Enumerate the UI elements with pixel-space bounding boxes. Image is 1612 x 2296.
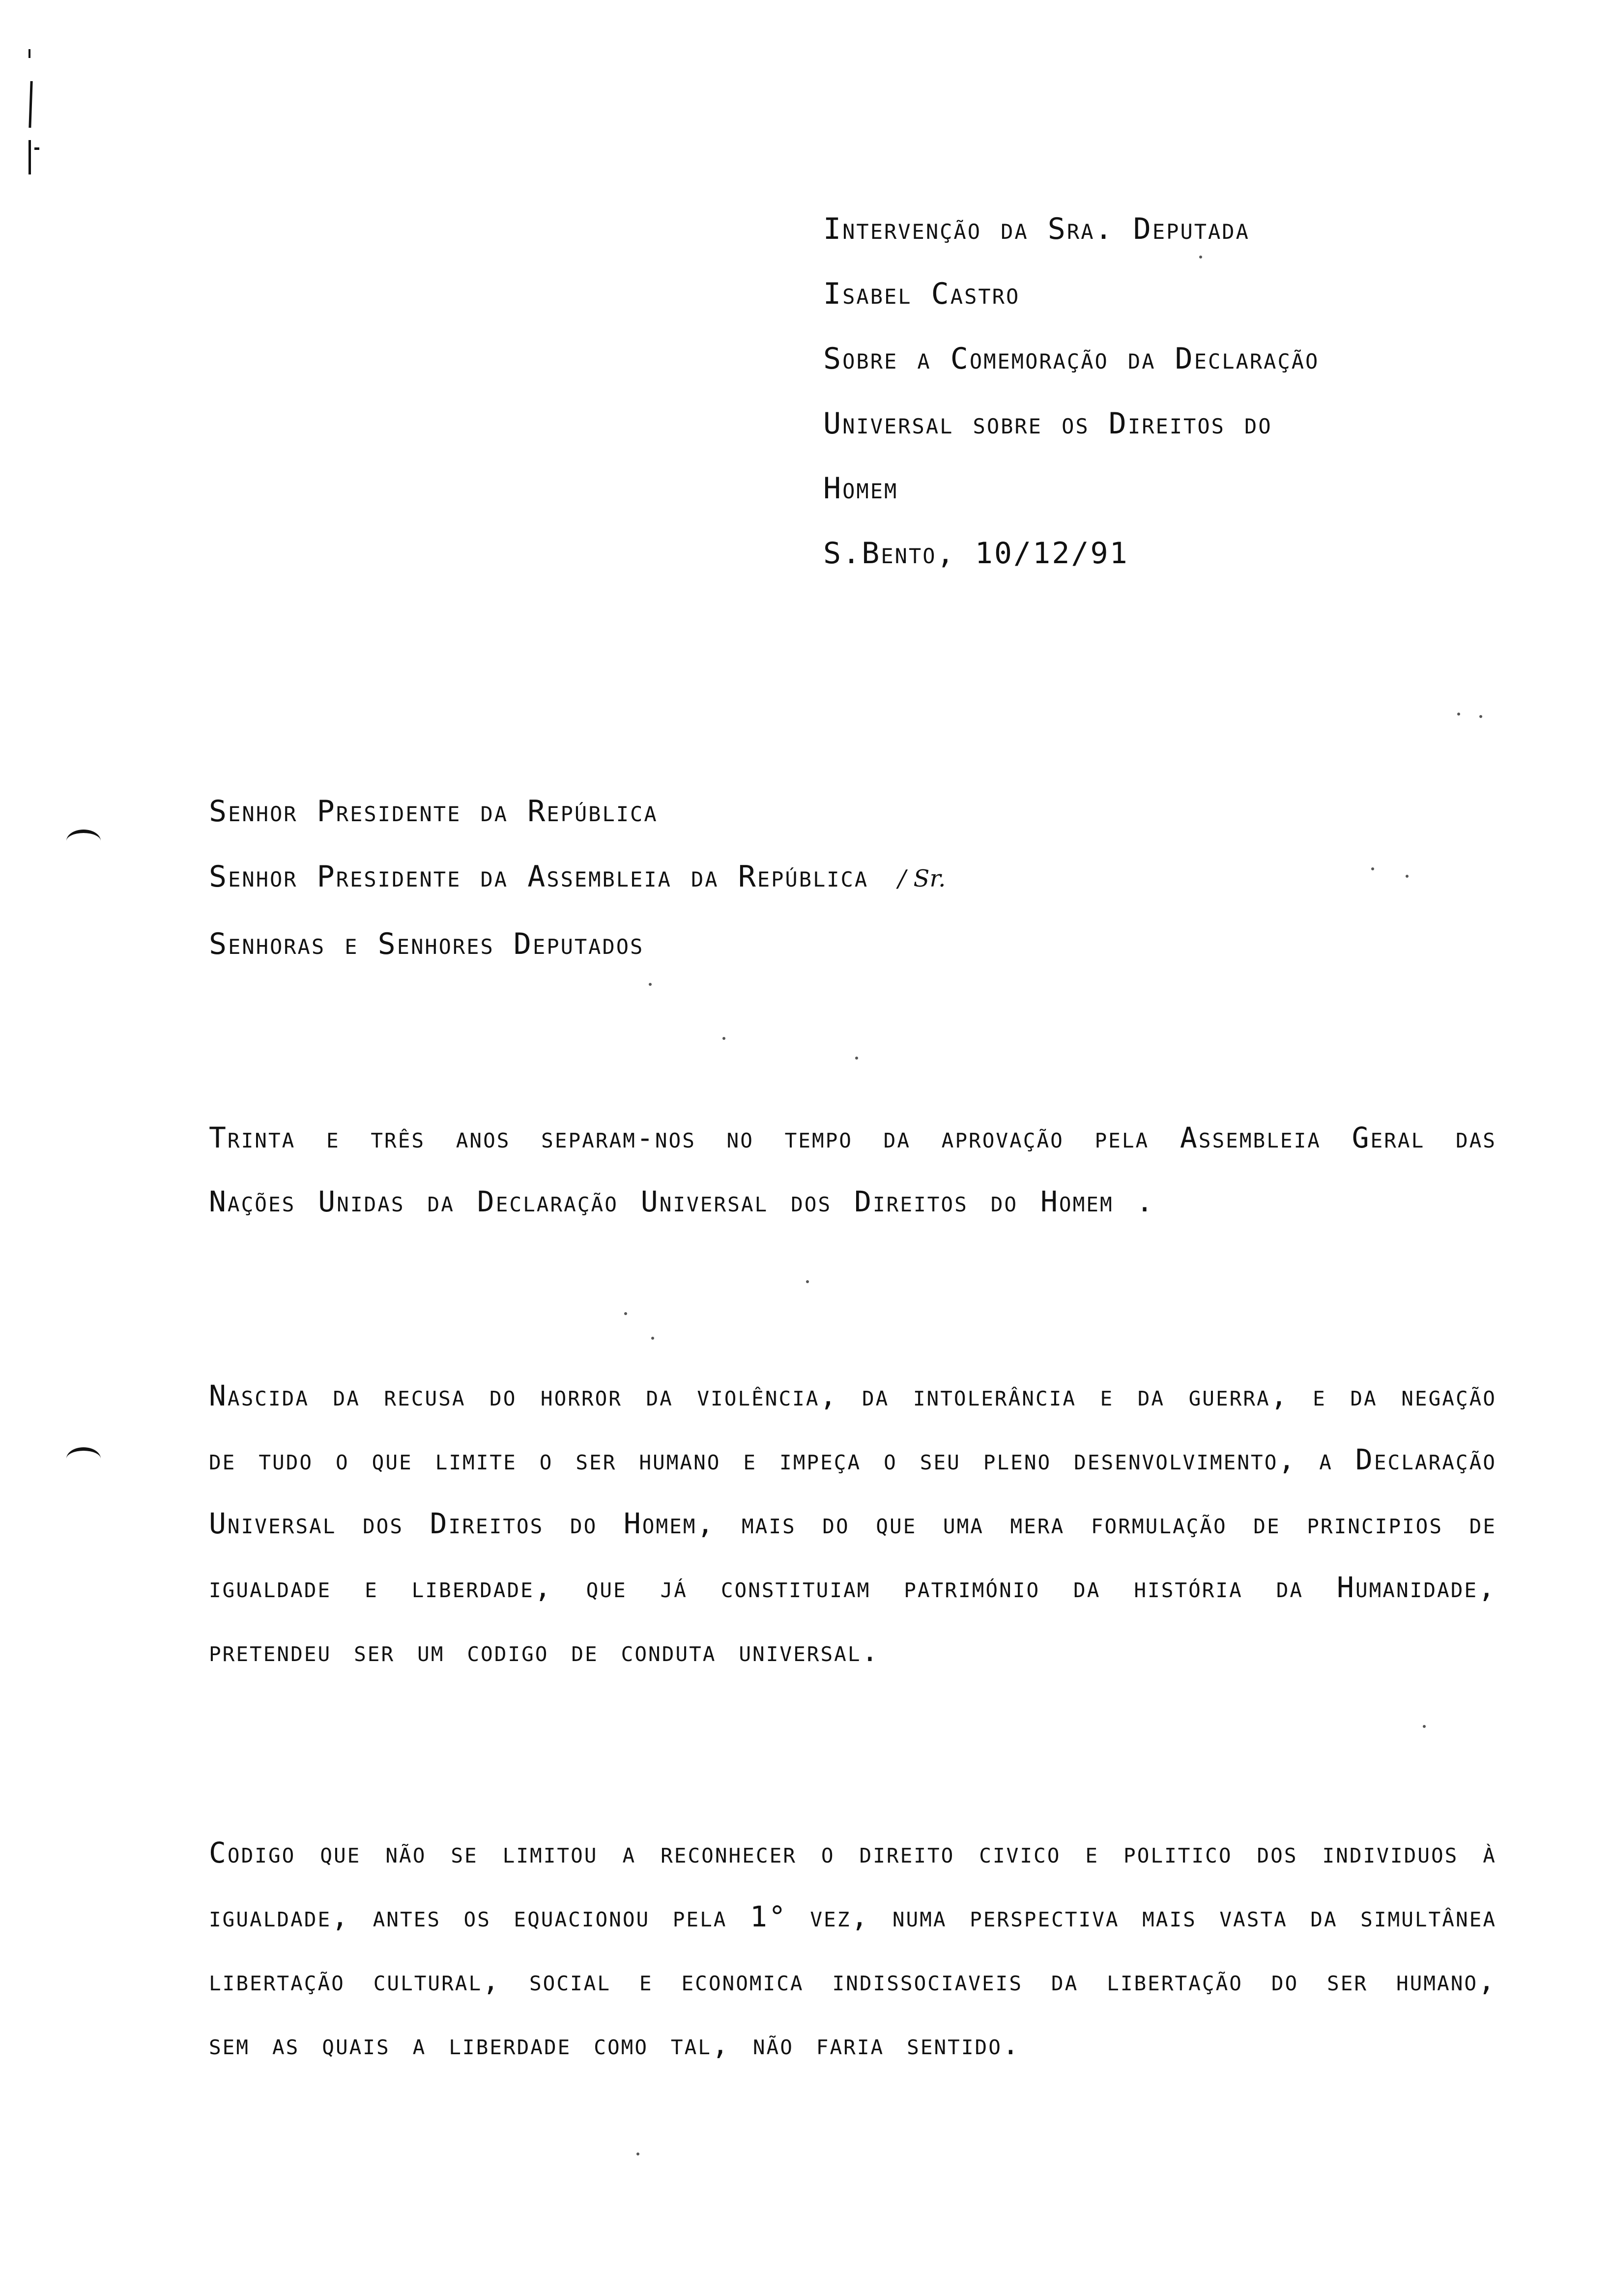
handwritten-annotation: / Sr. — [898, 865, 946, 892]
header-line-subject-1: Sobre a Comemoração da Declaração — [823, 342, 1320, 376]
body-paragraph-3: Codigo que não se limitou a reconhecer o direito civico e politico dos individuos à igualdade, antes os equacionou pela 1° vez, numa perspectiva mais vasta da simultânea libertação cultural, social e economica indissociaveis da libertação do ser humano, sem as quais a liberdade como tal, não faria sentido. — [209, 1836, 1497, 2061]
punch-hole-arc-1 — [66, 830, 101, 853]
margin-mark-line-2 — [29, 140, 31, 174]
salutation-line-3: Senhoras e Senhores Deputados — [209, 927, 644, 961]
scan-speck — [649, 983, 652, 986]
salutation-line-1: Senhor Presidente da República — [209, 794, 658, 829]
scan-speck — [1479, 715, 1482, 718]
scan-speck — [1423, 1725, 1426, 1728]
scan-speck — [651, 1337, 654, 1340]
document-header — [823, 197, 1541, 586]
header-line-author: Isabel Castro — [823, 277, 1020, 311]
scan-speck — [855, 1057, 858, 1060]
header-line-subject-3: Homem — [823, 471, 898, 506]
header-line-place-date: S.Bento, 10/12/91 — [823, 536, 1129, 571]
scan-speck — [722, 1037, 725, 1040]
punch-hole-arc-2 — [66, 1447, 101, 1470]
header-line-title: Intervenção da Sra. Deputada — [823, 212, 1250, 246]
header-line-subject-2: Universal sobre os Direitos do — [823, 406, 1272, 441]
salutation-line-2-text: Senhor Presidente da Assembleia da República — [209, 860, 869, 894]
scan-speck — [806, 1280, 809, 1283]
margin-mark-tick — [34, 147, 39, 150]
scan-speck — [1457, 713, 1460, 716]
body-paragraph-2: Nascida da recusa do horror da violência, da intolerância e da guerra, e da negação de tudo o que limite o ser humano e impeça o seu pleno desenvolvimento, a Declaração Universal dos Direitos do Homem, mais do que uma mera formulação de principios de igualdade e liberdade, que já constituiam património da história da Humanidade, pretendeu ser um codigo de conduta universal. — [209, 1379, 1497, 1668]
salutation-line-2 — [209, 844, 1536, 912]
salutation-block — [209, 779, 1536, 977]
margin-mark-line-1 — [29, 81, 32, 128]
scan-speck — [636, 2152, 639, 2155]
margin-mark-top — [29, 49, 30, 58]
scan-speck — [624, 1312, 627, 1315]
body-paragraph-1: Trinta e três anos separam-nos no tempo da aprovação pela Assembleia Geral das Nações Unidas da Declaração Universal dos Direitos do Homem . — [209, 1121, 1497, 1218]
